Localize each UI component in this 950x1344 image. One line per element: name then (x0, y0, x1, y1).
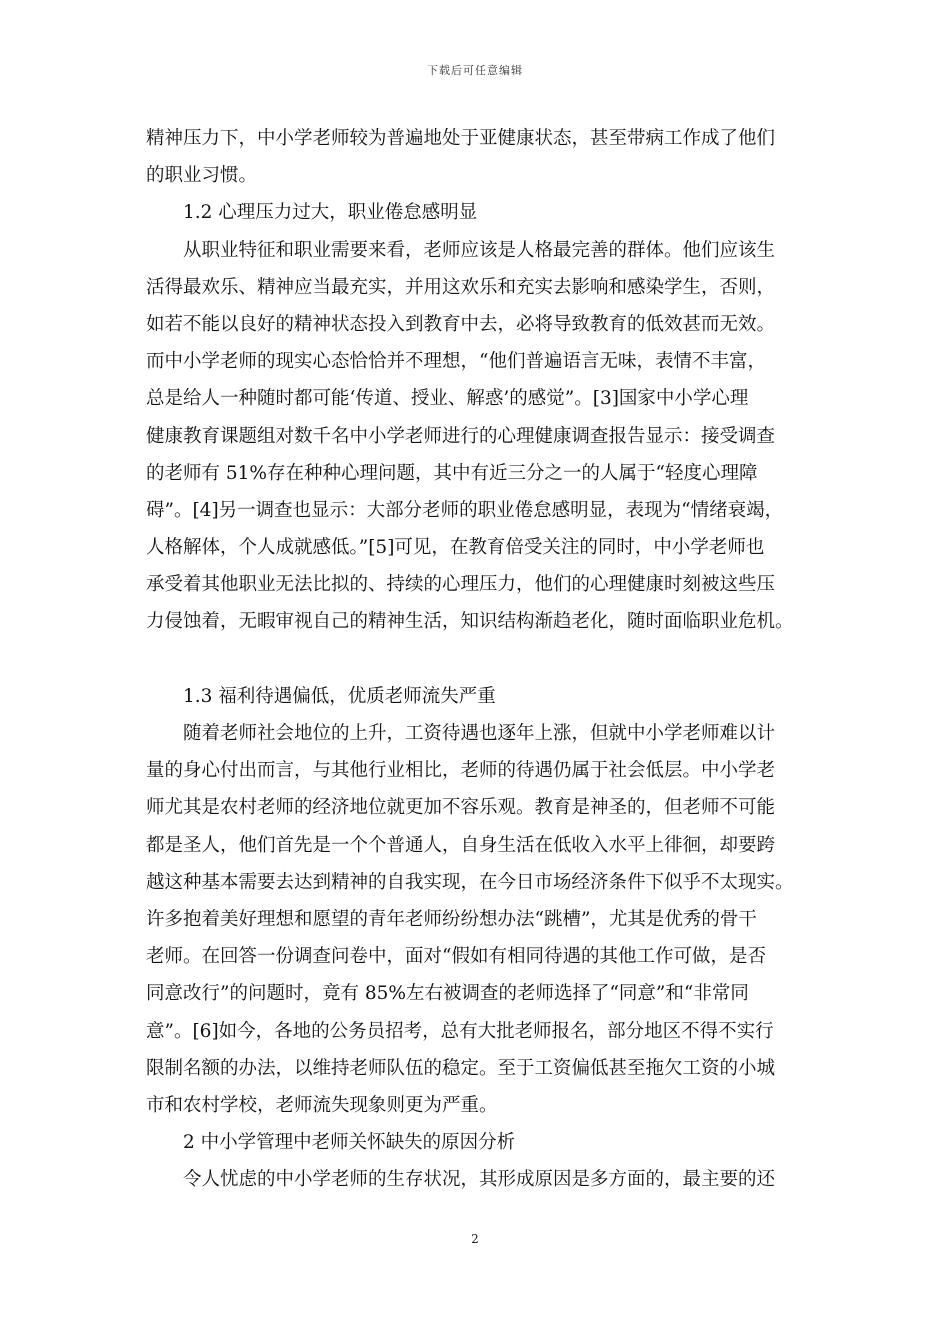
paragraph-line: 健康教育课题组对数千名中小学老师进行的心理健康调查报告显示：接受调查 (146, 425, 776, 447)
paragraph-line: 承受着其他职业无法比拟的、持续的心理压力，他们的心理健康时刻被这些压 (146, 574, 776, 596)
paragraph-line: 碍”。[4]另一调查也显示：大部分老师的职业倦怠感明显，表现为“情绪衰竭， (146, 499, 784, 521)
page-number: 2 (471, 1232, 479, 1246)
section-heading-1-3: 1.3 福利待遇偏低，优质老师流失严重 (183, 685, 496, 707)
page-header: 下载后可任意编辑 (427, 64, 523, 77)
paragraph-line: 师尤其是农村老师的经济地位就更加不容乐观。教育是神圣的，但老师不可能 (146, 797, 776, 819)
paragraph-line: 力侵蚀着，无暇审视自己的精神生活，知识结构渐趋老化，随时面临职业危机。 (146, 611, 794, 633)
paragraph-line: 如若不能以良好的精神状态投入到教育中去，必将导致教育的低效甚而无效。 (146, 313, 776, 335)
section-heading-1-2: 1.2 心理压力过大，职业倦怠感明显 (183, 202, 478, 224)
paragraph-line: 市和农村学校，老师流失现象则更为严重。 (146, 1094, 498, 1116)
paragraph-line: 意”。[6]如今，各地的公务员招考，总有大批老师报名，部分地区不得不实行 (146, 1020, 774, 1042)
paragraph-line: 而中小学老师的现实心态恰恰并不理想，“他们普遍语言无味，表情不丰富， (146, 351, 766, 373)
paragraph-line: 的职业习惯。 (146, 165, 258, 187)
paragraph-line: 越这种基本需要去达到精神的自我实现，在今日市场经济条件下似乎不太现实。 (146, 871, 794, 893)
blank-line (146, 641, 826, 678)
paragraph-line: 活得最欢乐、精神应当最充实，并用这欢乐和充实去影响和感染学生，否则， (146, 276, 776, 298)
paragraph-line: 精神压力下，中小学老师较为普遍地处于亚健康状态，甚至带病工作成了他们 (146, 128, 776, 149)
paragraph-line: 随着老师社会地位的上升，工资待遇也逐年上涨，但就中小学老师难以计 (183, 723, 776, 744)
paragraph-line: 令人忧虑的中小学老师的生存状况，其形成原因是多方面的，最主要的还 (183, 1169, 776, 1191)
paragraph-line: 都是圣人，他们首先是一个个普通人，自身生活在低收入水平上徘徊，却要跨 (146, 834, 776, 856)
paragraph-line: 老师。在回答一份调查问卷中，面对“假如有相同待遇的其他工作可做，是否 (146, 946, 766, 968)
paragraph-line: 从职业特征和职业需要来看，老师应该是人格最完善的群体。他们应该生 (183, 239, 776, 261)
paragraph-line: 同意改行”的问题时，竟有 85%左右被调查的老师选择了“同意”和“非常同 (146, 983, 749, 1005)
paragraph-line: 人格解体，个人成就感低。”[5]可见，在教育倍受关注的同时，中小学老师也 (146, 537, 765, 559)
paragraph-line: 许多抱着美好理想和愿望的青年老师纷纷想办法“跳槽”，尤其是优秀的骨干 (146, 908, 757, 930)
paragraph-line: 限制名额的办法，以维持老师队伍的稳定。至于工资偏低甚至拖欠工资的小城 (146, 1057, 776, 1079)
section-heading-2: 2 中小学管理中老师关怀缺失的原因分析 (183, 1132, 516, 1154)
paragraph-line: 的老师有 51%存在种种心理问题，其中有近三分之一的人属于“轻度心理障 (146, 462, 758, 484)
body-text (146, 120, 826, 1198)
paragraph-line: 总是给人一种随时都可能‘传道、授业、解惑’的感觉”。[3]国家中小学心理 (146, 388, 749, 410)
paragraph-line: 量的身心付出而言，与其他行业相比，老师的待遇仍属于社会低层。中小学老 (146, 760, 776, 782)
